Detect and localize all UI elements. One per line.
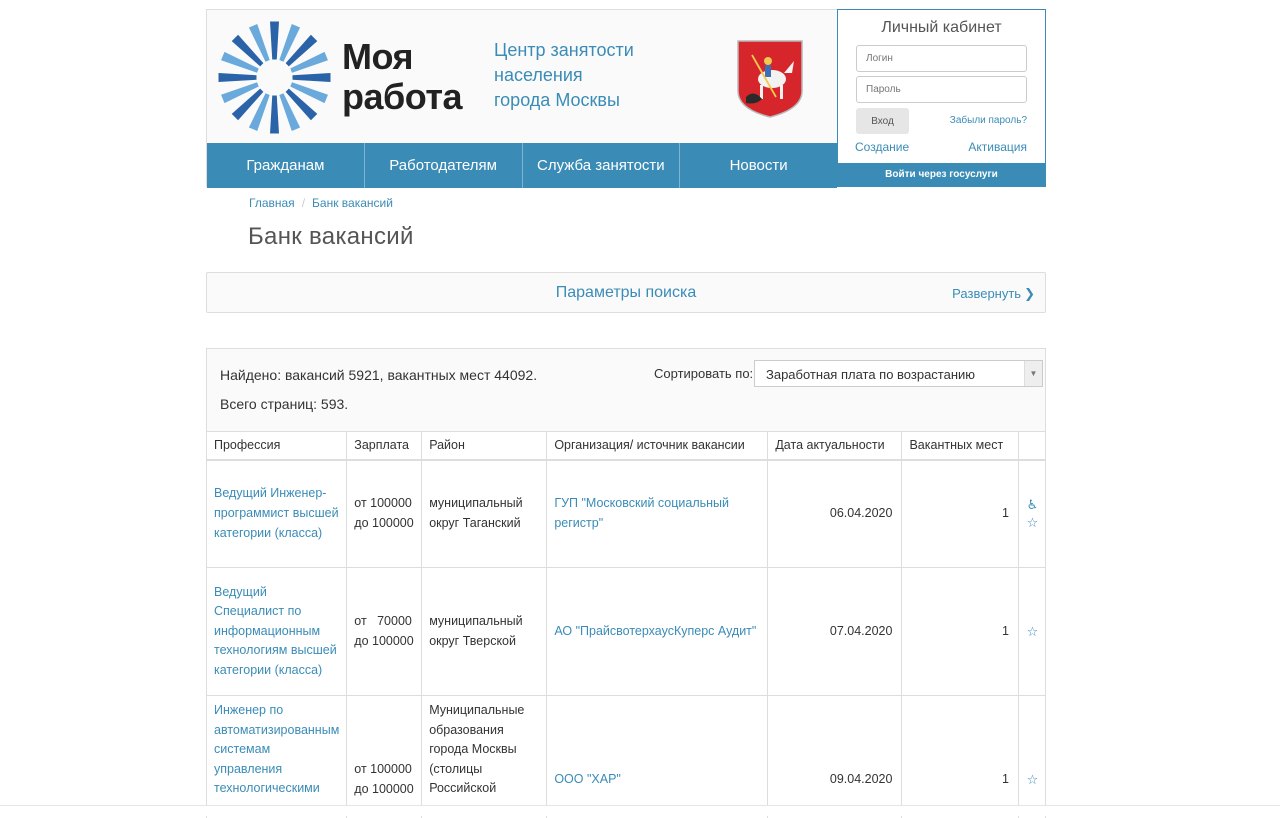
breadcrumb-current[interactable]: Банк вакансий <box>312 196 393 210</box>
salary-cell <box>347 696 422 818</box>
search-params-title[interactable]: Параметры поиска <box>207 284 1045 302</box>
salary-cell <box>347 568 422 696</box>
table-row <box>207 568 1046 696</box>
vacancies-cell: 1 <box>902 460 1019 568</box>
org-link[interactable]: АО "ПрайсвотерхаусКуперс Аудит" <box>554 624 756 638</box>
profession-cell <box>207 460 347 568</box>
logo-ray <box>219 73 257 82</box>
col-district[interactable]: Район <box>422 432 547 460</box>
brand-line-1: Моя <box>342 37 462 77</box>
forgot-password-link[interactable]: Забыли пароль? <box>950 115 1027 126</box>
profession-link[interactable]: Ведущий Специалист по информационным технологиям высшей категории (класса) <box>214 585 337 677</box>
logo-ray <box>293 73 331 82</box>
salary-from: от 70000 <box>354 612 414 632</box>
brand-name[interactable] <box>342 37 462 117</box>
nav-citizens[interactable]: Гражданам <box>207 143 365 188</box>
dropdown-arrow-icon[interactable]: ▼ <box>1024 361 1042 386</box>
actions-cell <box>1018 460 1046 568</box>
vacancies-cell: 1 <box>902 696 1019 818</box>
pages-count: Всего страниц: 593. <box>220 396 348 412</box>
nav-news[interactable]: Новости <box>680 143 837 188</box>
table-row <box>207 696 1046 818</box>
star-icon[interactable]: ☆ <box>1019 623 1046 641</box>
date-cell: 06.04.2020 <box>768 460 902 568</box>
center-name <box>494 38 634 113</box>
profession-cell <box>207 568 347 696</box>
date-cell: 09.04.2020 <box>768 696 902 818</box>
col-actions <box>1018 432 1046 460</box>
sort-select[interactable] <box>754 360 1043 387</box>
breadcrumb-separator: / <box>302 196 305 210</box>
nav-employment-service[interactable]: Служба занятости <box>523 143 681 188</box>
col-organization[interactable]: Организация/ источник вакансии <box>547 432 768 460</box>
login-button[interactable]: Вход <box>856 108 909 134</box>
actions-cell <box>1018 696 1046 818</box>
org-link[interactable]: ООО "ХАР" <box>554 772 621 786</box>
col-date[interactable]: Дата актуальности <box>768 432 902 460</box>
org-cell <box>547 696 768 818</box>
breadcrumb <box>249 196 393 210</box>
table-header-row <box>207 432 1046 460</box>
star-icon[interactable]: ☆ <box>1019 771 1046 789</box>
org-cell <box>547 568 768 696</box>
vacancies-table <box>207 431 1046 818</box>
district-cell: Муниципальные образования города Москвы (столицы Российской <box>422 696 547 818</box>
district-cell: муниципальный округ Таганский <box>422 460 547 568</box>
main-nav <box>207 143 837 188</box>
col-salary[interactable]: Зарплата <box>347 432 422 460</box>
create-account-link[interactable]: Создание <box>855 140 909 154</box>
chevron-right-icon: ❯ <box>1024 286 1035 301</box>
actions-cell <box>1018 568 1046 696</box>
sort-label: Сортировать по: <box>654 366 753 381</box>
salary-from: от 100000 <box>354 494 414 514</box>
org-cell <box>547 460 768 568</box>
district-cell: муниципальный округ Тверской <box>422 568 547 696</box>
bottom-bar <box>0 805 1280 816</box>
star-icon[interactable]: ☆ <box>1019 514 1046 532</box>
breadcrumb-home[interactable]: Главная <box>249 196 295 210</box>
org-link[interactable]: ГУП "Московский социальный регистр" <box>554 496 729 530</box>
col-vacancies[interactable]: Вакантных мест <box>902 432 1019 460</box>
page-title: Банк вакансий <box>248 223 414 251</box>
vacancies-cell: 1 <box>902 568 1019 696</box>
profession-link[interactable]: Ведущий Инженер-программист высшей категории (класса) <box>214 486 339 539</box>
profession-link[interactable]: Инженер по автоматизированным системам управления технологическими <box>214 703 339 795</box>
profession-cell <box>207 696 347 818</box>
gosuslugi-login-button[interactable]: Войти через госуслуги <box>838 163 1045 186</box>
brand-line-2: работа <box>342 77 462 117</box>
login-panel <box>837 9 1046 187</box>
center-line-1: Центр занятости <box>494 38 634 63</box>
table-row <box>207 460 1046 568</box>
sort-selected-value: Заработная плата по возрастанию <box>766 367 975 382</box>
salary-to: до 100000 <box>354 514 414 534</box>
logo-ray <box>270 22 279 60</box>
moscow-emblem-icon <box>736 39 804 119</box>
login-input[interactable] <box>856 45 1027 72</box>
salary-from: от 100000 <box>354 760 414 780</box>
center-line-2: населения <box>494 63 634 88</box>
col-profession[interactable]: Профессия <box>207 432 347 460</box>
center-line-3: города Москвы <box>494 88 634 113</box>
password-input[interactable] <box>856 76 1027 103</box>
results-panel <box>206 348 1046 818</box>
expand-label: Развернуть <box>952 286 1021 301</box>
search-params-panel[interactable] <box>206 272 1046 313</box>
wheelchair-icon: ♿ <box>1019 496 1046 514</box>
nav-employers[interactable]: Работодателям <box>365 143 523 188</box>
expand-search-link[interactable] <box>952 286 1035 302</box>
salary-to: до 100000 <box>354 632 414 652</box>
salary-to: до 100000 <box>354 780 414 800</box>
activate-account-link[interactable]: Активация <box>968 140 1027 154</box>
logo-ray <box>270 96 279 134</box>
logo-icon[interactable] <box>217 20 332 135</box>
salary-cell <box>347 460 422 568</box>
date-cell: 07.04.2020 <box>768 568 902 696</box>
results-count: Найдено: вакансий 5921, вакантных мест 44092. <box>220 367 537 383</box>
login-panel-title: Личный кабинет <box>838 19 1045 37</box>
